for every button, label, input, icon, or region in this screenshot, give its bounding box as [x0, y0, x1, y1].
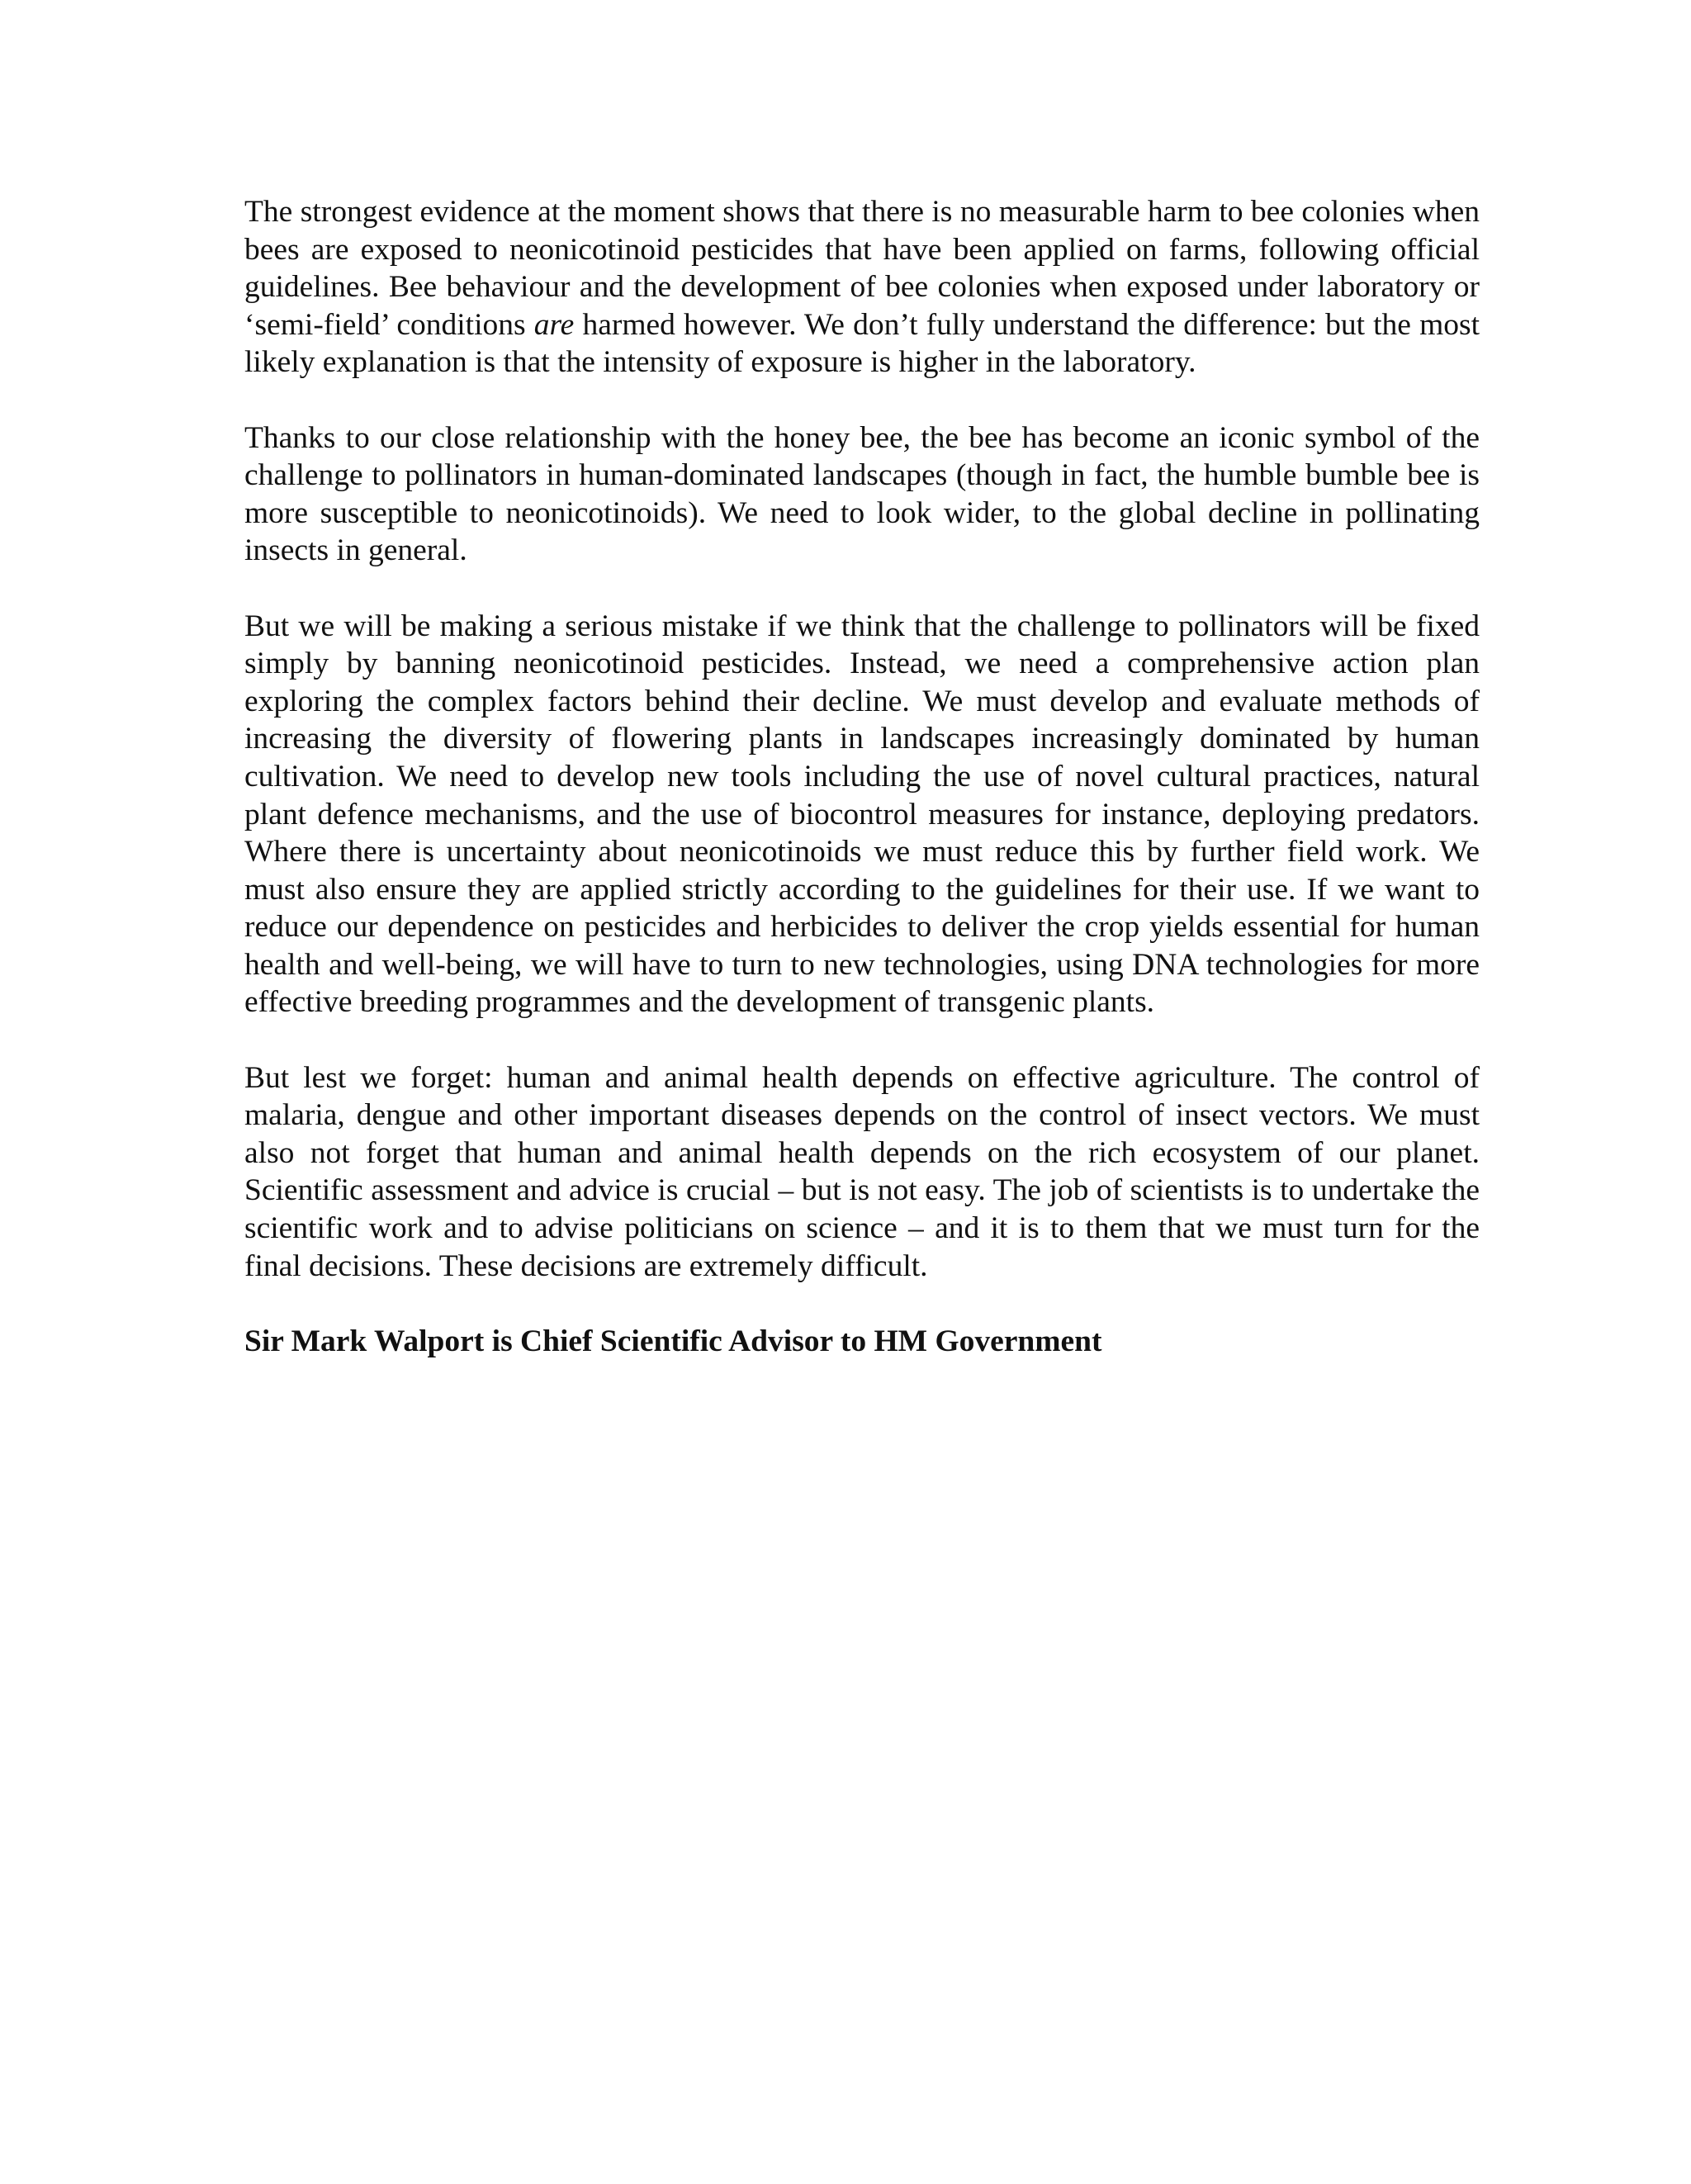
paragraph-honey-bee: Thanks to our close relationship with the honey bee, the bee has become an iconic symbol of the challenge to pollinators in human-dominated landscapes (though in fact, the humble bumble bee is more susceptible to neonicotinoids). We need to look wider, to the global decline in pollinating insects in general.	[244, 420, 1480, 568]
author-byline: Sir Mark Walport is Chief Scientific Advisor to HM Government	[244, 1324, 1102, 1358]
document-body	[244, 193, 1480, 1360]
paragraph-action-plan: But we will be making a serious mistake if we think that the challenge to pollinators will be fixed simply by banning neonicotinoid pesticides. Instead, we need a comprehensive action plan exploring the complex factors behind their decline. We must develop and evaluate methods of increasing the diversity of flowering plants in landscapes increasingly dominated by human cultivation. We need to develop new tools including the use of novel cultural practices, natural plant defence mechanisms, and the use of biocontrol measures for instance, deploying predators. Where there is uncertainty about neonicotinoids we must reduce this by further field work. We must also ensure they are applied strictly according to the guidelines for their use. If we want to reduce our dependence on pesticides and herbicides to deliver the crop yields essential for human health and well-being, we will have to turn to new technologies, using DNA technologies for more effective breeding programmes and the development of transgenic plants.	[244, 609, 1480, 1020]
paragraph-evidence-emphasis: are	[533, 307, 575, 342]
paragraph-evidence	[244, 193, 1480, 381]
paragraph-evidence-text-part-1: The strongest evidence at the moment shows that there is no measurable harm to bee colonies when bees are exposed to neonicotinoid pesticides that have been applied on farms, following official guidelines. Bee behaviour and the development of bee colonies when exposed under laboratory or ‘semi-field’ conditions	[244, 195, 1480, 342]
paragraph-conclusion: But lest we forget: human and animal health depends on effective agriculture. The control of malaria, dengue and other important diseases depends on the control of insect vectors. We must also not forget that human and animal health depends on the rich ecosystem of our planet. Scientific assessment and advice is crucial – but is not easy. The job of scientists is to undertake the scientific work and to advise politicians on science – and it is to them that we must turn for the final decisions. These decisions are extremely difficult.	[244, 1060, 1480, 1283]
paragraph-evidence-text-part-2: harmed however. We don’t fully understand the difference: but the most likely explanation is that the intensity of exposure is higher in the laboratory.	[244, 307, 1480, 380]
